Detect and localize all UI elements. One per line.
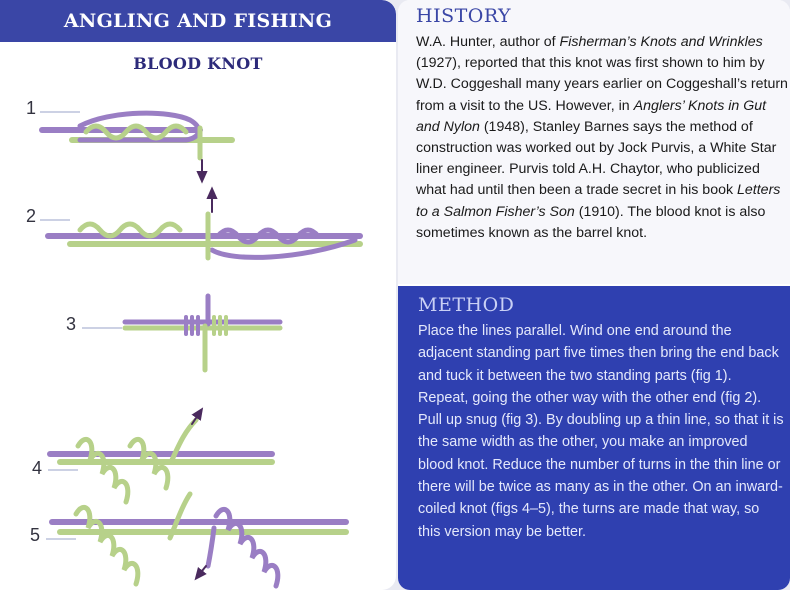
book-title-3: Letters to a Salmon Fisher’s Son <box>416 182 781 220</box>
figure-2-diagram <box>48 192 360 258</box>
figure-number-2: 2 <box>26 206 37 226</box>
figure-number-1: 1 <box>26 98 37 118</box>
method-heading: METHOD <box>418 294 515 316</box>
figure-number-4: 4 <box>32 458 43 478</box>
history-heading: HISTORY <box>416 5 512 27</box>
history-section <box>398 0 790 284</box>
figure-1-diagram <box>42 113 232 178</box>
book-title-1: Fisherman’s Knots and Wrinkles <box>559 34 763 50</box>
figure-3-diagram <box>125 296 280 370</box>
book-title-2: Anglers’ Knots in Gut and Nylon <box>416 97 767 135</box>
info-card <box>398 0 790 590</box>
method-section <box>398 286 790 590</box>
figure-number-5: 5 <box>30 525 41 545</box>
knot-title: BLOOD KNOT <box>133 54 263 73</box>
card-header: ANGLING AND FISHING <box>0 0 396 42</box>
figure-5-diagram <box>52 494 346 586</box>
figure-number-3: 3 <box>66 314 77 334</box>
figure-4-diagram <box>50 412 272 502</box>
method-text: Place the lines parallel. Wind one end around the adjacent standing part five times then bring the end back and tuck it between the two standing parts (fig 1). Repeat, going the other way with the other end (fig 2). Pull up snug (fig 3). By doubling up a thin line, so that it is the same width as the other, you make an improved blood knot. Reduce the number of turns in the thin line or there will be twice as many as in the other. On an inward-coiled knot (figs 4–5), the turns are made that way, so this version may be better. <box>418 323 784 540</box>
history-text: W.A. Hunter, author of Fisherman’s Knots and Wrinkles (1927), reported that this knot was first shown to him by W.D. Coggeshall many years earlier on Coggeshall’s return from a visit to the US. However, in Anglers’ Knots in Gut and Nylon (1948), Stanley Barnes says the method of construction was worked out by Jock Purvis, a White Star liner engineer. Purvis told A.H. Chaytor, who publicized what had until then been a trade secret in his book Letters to a Salmon Fisher’s Son (1910). The blood knot is also sometimes known as the barrel knot. <box>416 34 788 241</box>
